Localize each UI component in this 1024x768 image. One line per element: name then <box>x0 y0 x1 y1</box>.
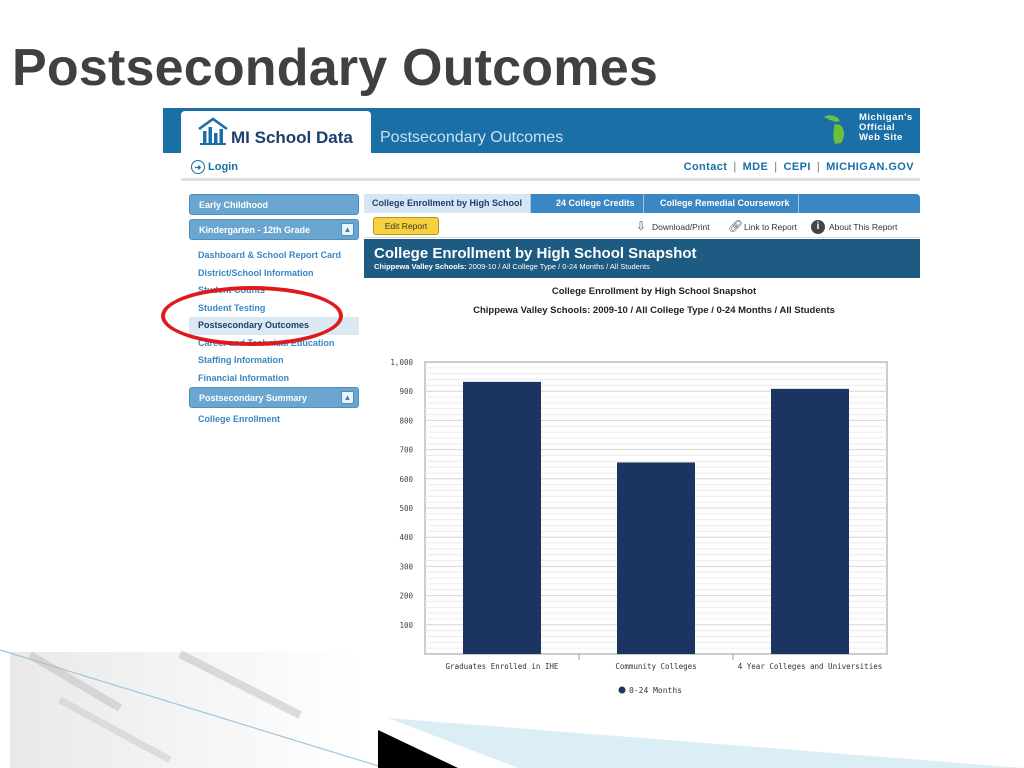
collapse-icon[interactable]: ▲ <box>341 391 354 404</box>
bar[interactable] <box>617 462 695 654</box>
about-label: About This Report <box>829 222 898 232</box>
y-tick-label: 300 <box>399 562 413 572</box>
sidebar-item-financial[interactable]: Financial Information <box>198 372 290 383</box>
arrow-right-icon: ➜ <box>191 160 205 174</box>
x-tick-label: 4 Year Colleges and Universities <box>737 662 883 671</box>
badge-line-3: Web Site <box>859 132 903 143</box>
decorative-corner-left <box>0 640 385 768</box>
y-tick-label: 400 <box>399 533 413 543</box>
tab-24-college-credits[interactable]: 24 College Credits <box>548 194 644 213</box>
x-tick-label: Community Colleges <box>615 662 697 671</box>
report-toolbar <box>364 214 920 238</box>
login-link[interactable] <box>191 160 238 174</box>
tab-remedial-coursework[interactable]: College Remedial Coursework <box>652 194 799 213</box>
utility-links: Contact | MDE | CEPI | MICHIGAN.GOV <box>683 161 914 173</box>
legend-swatch <box>619 687 626 694</box>
michigan-map-icon <box>818 111 854 147</box>
snapshot-banner <box>364 239 920 278</box>
x-axis <box>446 654 883 671</box>
collapse-icon[interactable]: ▲ <box>341 223 354 236</box>
logo[interactable] <box>181 111 371 153</box>
mde-link[interactable]: MDE <box>742 161 769 173</box>
tab-college-enrollment[interactable]: College Enrollment by High School <box>364 194 531 213</box>
sidebar-item-postsecondary[interactable]: Postsecondary Outcomes <box>189 317 359 335</box>
chart-title: College Enrollment by High School Snapshot <box>551 286 757 297</box>
snapshot-filters: 2009-10 / All College Type / 0-24 Months / All Students <box>468 262 650 271</box>
logo-text: MI School Data <box>231 128 353 147</box>
x-tick-label: Graduates Enrolled in IHE <box>445 662 559 671</box>
snapshot-district: Chippewa Valley Schools: <box>374 262 467 271</box>
y-tick-label: 500 <box>399 504 413 513</box>
cepi-link[interactable]: CEPI <box>783 161 811 173</box>
michigan-badge[interactable] <box>859 113 919 143</box>
michigan-gov-link[interactable]: MICHIGAN.GOV <box>826 161 914 173</box>
sidebar-item-student-testing[interactable]: Student Testing <box>198 302 266 313</box>
y-tick-label: 900 <box>399 387 413 397</box>
sidebar-item-dashboard[interactable]: Dashboard & School Report Card <box>198 250 342 260</box>
sidebar-group-postsecondary-summary[interactable] <box>189 387 359 408</box>
sidebar-group-label: Postsecondary Summary <box>199 393 308 403</box>
top-nav <box>181 153 920 181</box>
download-label: Download/Print <box>652 221 710 232</box>
link-label: Link to Report <box>744 221 797 232</box>
badge-line-2: Official <box>859 122 896 133</box>
y-tick-label: 200 <box>399 591 413 601</box>
site-header <box>163 108 920 153</box>
y-tick-label: 700 <box>399 445 413 455</box>
download-print-button[interactable] <box>636 220 710 233</box>
slide-title: Postsecondary Outcomes <box>12 39 658 97</box>
y-tick-label: 1,000 <box>390 358 413 367</box>
bar[interactable] <box>463 382 541 654</box>
chart-subtitle: Chippewa Valley Schools: 2009-10 / All College Type / 0-24 Months / All Students <box>473 305 835 316</box>
section-title: Postsecondary Outcomes <box>380 129 564 146</box>
y-tick-label: 600 <box>399 474 413 484</box>
snapshot-title: College Enrollment by High School Snapshot <box>374 245 697 262</box>
about-report-button[interactable] <box>811 220 897 234</box>
decorative-corner-right <box>378 718 1024 768</box>
report-tabs <box>364 194 920 213</box>
sidebar-item-district-info[interactable]: District/School Information <box>198 267 314 278</box>
contact-link[interactable]: Contact <box>683 161 728 173</box>
link-icon: 🔗︎ <box>728 219 744 233</box>
y-tick-label: 800 <box>399 416 413 426</box>
y-tick-label: 100 <box>399 620 413 630</box>
bar[interactable] <box>771 389 849 654</box>
chart-legend[interactable] <box>619 686 683 695</box>
legend-label: 0-24 Months <box>629 686 682 695</box>
school-building-icon <box>197 117 229 147</box>
badge-line-1: Michigan's <box>859 112 913 123</box>
info-icon: i <box>811 220 825 234</box>
snapshot-subtitle <box>374 262 650 271</box>
sidebar-item-student-counts[interactable]: Student Counts <box>198 285 265 295</box>
sidebar-item-staffing[interactable]: Staffing Information <box>198 355 284 365</box>
sidebar-group-k12[interactable] <box>189 219 359 240</box>
sidebar-item-college-enrollment[interactable]: College Enrollment <box>198 414 281 424</box>
sidebar-group-label: Kindergarten - 12th Grade <box>199 225 311 235</box>
highlight-oval <box>161 286 343 346</box>
link-to-report-button[interactable] <box>728 220 797 233</box>
download-icon: ⇩ <box>636 219 647 233</box>
login-label: Login <box>208 161 238 173</box>
sidebar-item-career-tech[interactable]: Career and Technical Education <box>198 337 335 348</box>
edit-report-button[interactable]: Edit Report <box>373 217 439 235</box>
sidebar-group-early-childhood[interactable]: Early Childhood <box>189 194 359 215</box>
